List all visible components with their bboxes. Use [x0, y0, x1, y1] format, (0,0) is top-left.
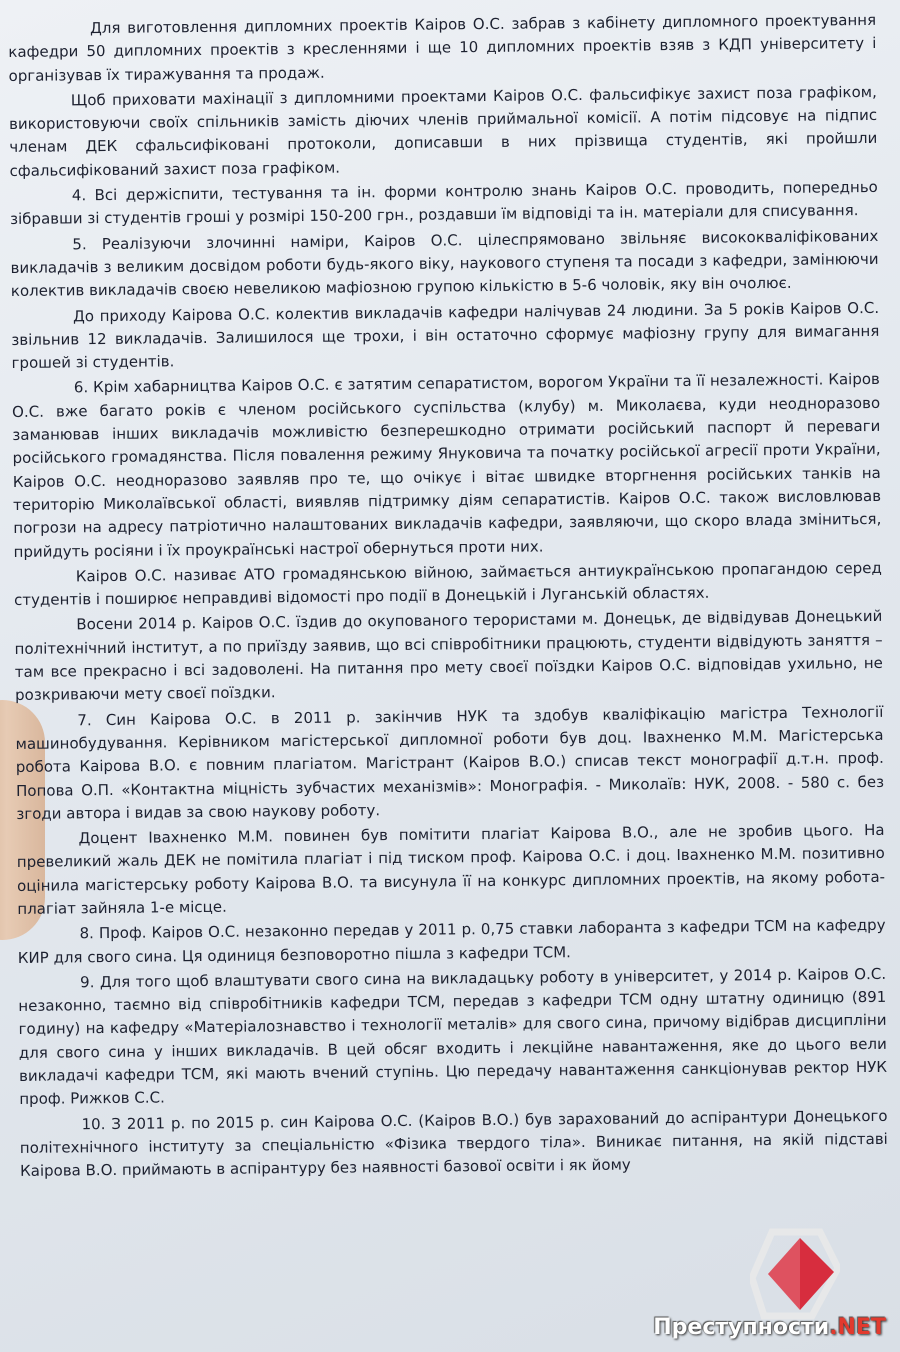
- paragraph-12: 9. Для того щоб влаштувати свого сина на викладацьку роботу в університет, у 2014 р. Каіров О.С. незаконно, таємно від співробітників кафедри ТСМ, передав з кафедри ТСМ одну штатну одиницю (891 годину) на кафедру «Матеріалознавство і технології металів» для свого сина, причому відібрав дисципліни для свого сина у інших викладачів. В цей обсяг входить і лекційне навантаження, яке до цього вели викладачі кафедри ТСМ, які мають вчений ступінь. Цю передачу навантаження санкціонував ректор НУК проф. Рижков С.С.: [18, 964, 888, 1109]
- watermark: [653, 1315, 886, 1340]
- paragraph-3: 4. Всі держіспити, тестування та ін. форми контролю знань Каіров О.С. проводить, попередньо зібравши зі студентів гроші у розмірі 150-200 грн., роздавши їм відповіді та ін. матеріали для списування.: [10, 177, 878, 229]
- paragraph-8: Восени 2014 р. Каіров О.С. їздив до окупованого терористами м. Донецьк, де відвідував Донецький політехнічний інститут, а по приїзду заявив, що всі співробітники працюють, студенти відвідують заняття – там все прекрасно і всі задоволені. На питання про мету своєї поїздки Каіров О.С. відповідав ухильно, не розкриваючи мету своєї поїздки.: [14, 607, 883, 705]
- paragraph-7: Каіров О.С. називає АТО громадянською війною, займається антиукраїнською пропагандою серед студентів і поширює неправдиві відомості про події в Донецькій і Луганській областях.: [14, 558, 882, 610]
- paragraph-11: 8. Проф. Каіров О.С. незаконно передав у 2011 р. 0,75 ставки лаборанта з кафедри ТСМ на кафедру КИР для свого сина. Ця одиниця безповоротно пішла з кафедри ТСМ.: [17, 916, 886, 967]
- paragraph-13: 10. З 2011 р. по 2015 р. син Каірова О.С. (Каіров В.О.) був зарахований до аспірантури Донецького політехнічного інституту за спеціальністю «Фізика твердого тіла». Виникає питання, на якій підставі Каірова В.О. приймають в аспірантуру без наявності базової освіти і як йому: [19, 1106, 888, 1181]
- paragraph-4: 5. Реалізуючи злочинні наміри, Каіров О.С. цілеспрямовано звільняє висококваліфікованих викладачів з великим досвідом роботи будь-якого віку, наукового ступеня та посади з кафедри, замінюючи колектив викладачів своєю невеликою мафіозною групою кількістю в 5-6 чоловік, яку він очолює.: [10, 226, 879, 301]
- paragraph-2: Щоб приховати махінації з дипломними проектами Каіров О.С. фальсифікує захист поза графіком, використовуючи своїх спільників замість діючих членів приймальної комісії. А потім підсовує на підпис членам ДЕК сфальсифіковані протоколи, дописавши в них прізвища студентів, які пройшли сфальсифікований захист поза графіком.: [9, 82, 878, 180]
- document-sheet: [8, 9, 888, 1184]
- watermark-logo-icon: [750, 1228, 840, 1320]
- watermark-brand: Преступности: [653, 1315, 830, 1340]
- paragraph-10: Доцент Івахненко М.М. повинен був помітити плагіат Каірова В.О., але не зробив цього. На превеликий жаль ДЕК не помітила плагіат і під тиском проф. Каірова О.С. і доц. Івахненко М.М. позитивно оцінила магістерську роботу Каірова В.О. та висунула її на конкурс дипломних проектів, на якому робота-плагіат зайняла 1-е місце.: [16, 820, 886, 918]
- paragraph-6: 6. Крім хабарництва Каіров О.С. є затятим сепаратистом, ворогом України та її незалежності. Каіров О.С. вже багато років є членом російського суспільства (клубу) м. Миколаєва, куди неодноразово заманював інших викладачів можливістю безперешкодно отримати російський паспорт й переваги російського громадянства. Після повалення режиму Януковича та початку російської агресії проти України, Каіров О.С. неодноразово заявляв про те, що очікує і вітає швидке вторгнення російських танків на територію Миколаївської області, виявляв підтримку діям сепаратистів. Каіров О.С. також висловлював погрози на адресу патріотично налаштованих викладачів кафедри, заявляючи, що скоро влада зміниться, прийдуть росіяни і їх проукраїнські настрої обернуться проти них.: [12, 370, 882, 561]
- paragraph-1: Для виготовлення дипломних проектів Каіров О.С. забрав з кабінету дипломного проектування кафедри 50 дипломних проектів з кресленнями і ще 10 дипломних проектів взяв з КДП університету і організував їх тиражування та продаж.: [8, 10, 877, 85]
- paragraph-9: 7. Син Каірова О.С. в 2011 р. закінчив НУК та здобув кваліфікацію магістра Технології машинобудування. Керівником магістерської дипломної роботи був доц. Івахненко М.М. Магістерська робота Каірова В.О. є повним плагіатом. Магістрант (Каіров В.О.) списав текст монографії д.т.н. проф. Попова О.П. «Контактна міцність зубчастих механізмів»: Монографія. - Миколаїв: НУК, 2008. - 580 с. без згоди автора і видав за свою наукову роботу.: [15, 702, 885, 823]
- watermark-text: [653, 1315, 886, 1340]
- watermark-suffix: .NET: [829, 1315, 886, 1340]
- paragraph-5: До приходу Каірова О.С. колектив викладачів кафедри налічував 24 людини. За 5 років Каіров О.С. звільнив 12 викладачів. Залишилося ще трохи, і він остаточно сформує мафіозну групу для вимагання грошей зі студентів.: [11, 298, 880, 373]
